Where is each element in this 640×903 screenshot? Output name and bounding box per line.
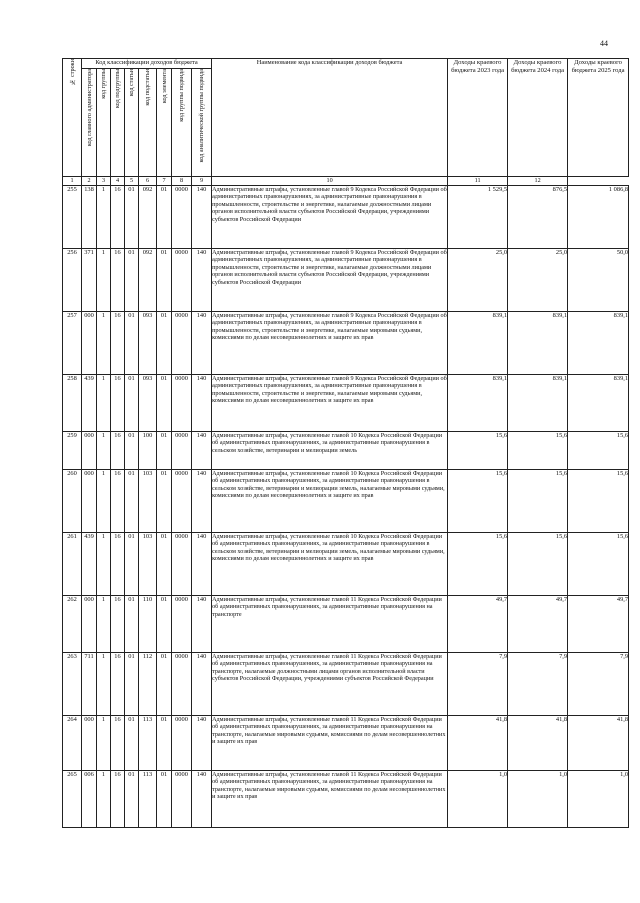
table-row: [63, 375, 629, 432]
table-row: [63, 432, 629, 470]
subtype-code: 0000: [172, 312, 192, 375]
subarticle-code: 093: [139, 375, 157, 432]
revenue-2024-value: 839,1: [508, 312, 568, 375]
group-code: 1: [97, 470, 111, 533]
element-code: 01: [157, 312, 172, 375]
revenue-2025-value: 1 086,8: [568, 186, 629, 249]
column-number: 1: [63, 177, 82, 186]
revenue-2025-value: 50,0: [568, 249, 629, 312]
group-code: 1: [97, 716, 111, 771]
code-subtype-header: код группы подвида: [172, 69, 192, 177]
revenue-name: Административные штрафы, установленные главой 10 Кодекса Российской Федерации об административных правонарушениях, за административные правонарушения в сельском хозяйстве, ветеринарии и мелиорации земель, налагаемые мировыми судьями, комиссиями по делам несовершеннолетних и защите их прав: [212, 470, 448, 533]
revenue-2025-value: 7,9: [568, 653, 629, 716]
revenue-name: Административные штрафы, установленные главой 10 Кодекса Российской Федерации об административных правонарушениях, за административные правонарушения в сельском хозяйстве, ветеринарии и мелиорации земель, налагаемые мировыми судьями, комиссиями по делам несовершеннолетних и защите их прав: [212, 533, 448, 596]
analytic-code: 140: [192, 716, 212, 771]
row-number: 260: [63, 470, 82, 533]
revenue-2025-value: 15,6: [568, 432, 629, 470]
revenue-name: Административные штрафы, установленные главой 11 Кодекса Российской Федерации об административных правонарушениях, за административные правонарушения на транспорте: [212, 596, 448, 653]
column-number: 7: [157, 177, 172, 186]
revenue-name: Административные штрафы, установленные главой 9 Кодекса Российской Федерации об административных правонарушениях, за административные правонарушения в промышленности, строительстве и энергетике, налагаемые мировыми судьями, комиссиями по делам несовершеннолетних и защите их прав: [212, 312, 448, 375]
subarticle-code: 093: [139, 312, 157, 375]
table-row: [63, 470, 629, 533]
group-code: 1: [97, 375, 111, 432]
group-code: 1: [97, 312, 111, 375]
revenue-name: Административные штрафы, установленные главой 11 Кодекса Российской Федерации об административных правонарушениях, за административные правонарушения на транспорте, налагаемые мировыми судьями, комиссиями по делам несовершеннолетних и защите их прав: [212, 771, 448, 828]
column-number: 8: [172, 177, 192, 186]
analytic-code: 140: [192, 375, 212, 432]
revenue-2024-value: 49,7: [508, 596, 568, 653]
analytic-code: 140: [192, 432, 212, 470]
revenue-2025-value: 41,8: [568, 716, 629, 771]
group-code: 1: [97, 186, 111, 249]
revenue-2024-value: 876,5: [508, 186, 568, 249]
revenue-2025-value: 49,7: [568, 596, 629, 653]
code-group-header: код группы: [97, 69, 111, 177]
code-article-header: код статьи: [125, 69, 139, 177]
element-code: 01: [157, 470, 172, 533]
analytic-code: 140: [192, 533, 212, 596]
column-number: 3: [97, 177, 111, 186]
column-numbers-row: [63, 177, 629, 186]
revenue-name: Административные штрафы, установленные главой 9 Кодекса Российской Федерации об административных правонарушениях, за административные правонарушения в промышленности, строительстве и энергетике, налагаемые мировыми судьями, комиссиями по делам несовершеннолетних и защите их прав: [212, 375, 448, 432]
admin-code: 439: [82, 375, 97, 432]
subarticle-code: 103: [139, 470, 157, 533]
revenue-2023-value: 1 529,5: [448, 186, 508, 249]
revenue-2024-value: 1,0: [508, 771, 568, 828]
revenue-2023-value: 839,1: [448, 375, 508, 432]
element-code: 01: [157, 716, 172, 771]
name-header: Наименование кода классификации доходов бюджета: [212, 59, 448, 177]
admin-code: 711: [82, 653, 97, 716]
revenue-2023-value: 25,0: [448, 249, 508, 312]
group-code: 1: [97, 249, 111, 312]
revenue-2025-value: 15,6: [568, 470, 629, 533]
subtype-code: 0000: [172, 771, 192, 828]
code-element-header: код элемента: [157, 69, 172, 177]
subarticle-code: 113: [139, 771, 157, 828]
table-row: [63, 312, 629, 375]
column-number: 2: [82, 177, 97, 186]
revenue-2024-value: 839,1: [508, 375, 568, 432]
revenue-2024-header: Доходы краевого бюджета 2024 года: [508, 59, 568, 177]
admin-code: 439: [82, 533, 97, 596]
revenue-name: Административные штрафы, установленные главой 9 Кодекса Российской Федерации об административных правонарушениях, за административные правонарушения в промышленности, строительстве и энергетике, налагаемые должностными лицами органов исполнительной власти субъектов Российской Федерации, учреждениями субъектов Российской Федерации: [212, 249, 448, 312]
subtype-code: 0000: [172, 432, 192, 470]
row-number: 264: [63, 716, 82, 771]
analytic-code: 140: [192, 312, 212, 375]
revenue-2023-header: Доходы краевого бюджета 2023 года: [448, 59, 508, 177]
table-row: [63, 533, 629, 596]
code-admin-header: код главного администратора: [82, 69, 97, 177]
subtype-code: 0000: [172, 186, 192, 249]
revenue-2023-value: 15,6: [448, 432, 508, 470]
table-row: [63, 653, 629, 716]
admin-code: 000: [82, 432, 97, 470]
row-number: 261: [63, 533, 82, 596]
table-row: [63, 186, 629, 249]
group-code: 1: [97, 432, 111, 470]
subgroup-code: 16: [111, 716, 125, 771]
analytic-code: 140: [192, 771, 212, 828]
subgroup-code: 16: [111, 533, 125, 596]
revenue-2023-value: 15,6: [448, 470, 508, 533]
admin-code: 000: [82, 596, 97, 653]
code-subgroup-header: код подгруппы: [111, 69, 125, 177]
table-row: [63, 771, 629, 828]
subtype-code: 0000: [172, 375, 192, 432]
element-code: 01: [157, 653, 172, 716]
admin-code: 000: [82, 716, 97, 771]
element-code: 01: [157, 596, 172, 653]
admin-code: 000: [82, 312, 97, 375]
subgroup-code: 16: [111, 312, 125, 375]
analytic-code: 140: [192, 596, 212, 653]
revenue-2024-value: 7,9: [508, 653, 568, 716]
analytic-code: 140: [192, 470, 212, 533]
row-number: 255: [63, 186, 82, 249]
page-number: 44: [600, 39, 608, 48]
row-number: 265: [63, 771, 82, 828]
article-code: 01: [125, 432, 139, 470]
article-code: 01: [125, 533, 139, 596]
subarticle-code: 112: [139, 653, 157, 716]
admin-code: 138: [82, 186, 97, 249]
element-code: 01: [157, 771, 172, 828]
revenue-2023-value: 7,9: [448, 653, 508, 716]
subarticle-code: 092: [139, 249, 157, 312]
subgroup-code: 16: [111, 596, 125, 653]
row-number: 262: [63, 596, 82, 653]
revenue-2024-value: 15,6: [508, 470, 568, 533]
revenue-2025-value: 15,6: [568, 533, 629, 596]
revenue-2024-value: 15,6: [508, 432, 568, 470]
subarticle-code: 092: [139, 186, 157, 249]
analytic-code: 140: [192, 653, 212, 716]
article-code: 01: [125, 653, 139, 716]
analytic-code: 140: [192, 249, 212, 312]
article-code: 01: [125, 771, 139, 828]
column-number: 6: [139, 177, 157, 186]
table-row: [63, 716, 629, 771]
revenue-2025-header: Доходы краевого бюджета 2025 года: [568, 59, 629, 177]
revenue-2024-value: 41,8: [508, 716, 568, 771]
revenue-name: Административные штрафы, установленные главой 11 Кодекса Российской Федерации об административных правонарушениях, за административные правонарушения на транспорте, налагаемые должностными лицами органов исполнительной власти субъектов Российской Федерации, учреждениями субъектов Российской Федерации: [212, 653, 448, 716]
subarticle-code: 103: [139, 533, 157, 596]
subtype-code: 0000: [172, 470, 192, 533]
article-code: 01: [125, 716, 139, 771]
article-code: 01: [125, 596, 139, 653]
subtype-code: 0000: [172, 533, 192, 596]
subgroup-code: 16: [111, 249, 125, 312]
code-subarticle-header: код подстатьи: [139, 69, 157, 177]
revenue-name: Административные штрафы, установленные главой 11 Кодекса Российской Федерации об административных правонарушениях, за административные правонарушения на транспорте, налагаемые мировыми судьями, комиссиями по делам несовершеннолетних и защите их прав: [212, 716, 448, 771]
subarticle-code: 110: [139, 596, 157, 653]
revenue-2024-value: 25,0: [508, 249, 568, 312]
revenue-2025-value: 839,1: [568, 312, 629, 375]
row-number: 259: [63, 432, 82, 470]
column-number: 4: [111, 177, 125, 186]
element-code: 01: [157, 375, 172, 432]
subtype-code: 0000: [172, 596, 192, 653]
classification-group-header: Код классификации доходов бюджета: [82, 59, 212, 69]
admin-code: 371: [82, 249, 97, 312]
element-code: 01: [157, 432, 172, 470]
code-analytic-header: код аналитической группы подвида: [192, 69, 212, 177]
row-number: 256: [63, 249, 82, 312]
revenue-2025-value: 839,1: [568, 375, 629, 432]
article-code: 01: [125, 249, 139, 312]
row-number: 263: [63, 653, 82, 716]
subtype-code: 0000: [172, 249, 192, 312]
revenue-name: Административные штрафы, установленные главой 9 Кодекса Российской Федерации об административных правонарушениях, за административные правонарушения в промышленности, строительстве и энергетике, налагаемые должностными лицами органов исполнительной власти субъектов Российской Федерации, учреждениями субъектов Российской Федерации: [212, 186, 448, 249]
row-number-header: № строки: [63, 59, 82, 177]
revenue-2023-value: 41,8: [448, 716, 508, 771]
column-number: 10: [212, 177, 448, 186]
subarticle-code: 113: [139, 716, 157, 771]
analytic-code: 140: [192, 186, 212, 249]
group-code: 1: [97, 653, 111, 716]
revenue-2023-value: 15,6: [448, 533, 508, 596]
revenue-2025-value: 1,0: [568, 771, 629, 828]
element-code: 01: [157, 533, 172, 596]
column-number: 5: [125, 177, 139, 186]
table-row: [63, 596, 629, 653]
article-code: 01: [125, 375, 139, 432]
revenue-name: Административные штрафы, установленные главой 10 Кодекса Российской Федерации об административных правонарушениях, за административные правонарушения в сельском хозяйстве, ветеринарии и мелиорации земель: [212, 432, 448, 470]
row-number: 257: [63, 312, 82, 375]
revenue-2024-value: 15,6: [508, 533, 568, 596]
subgroup-code: 16: [111, 771, 125, 828]
group-code: 1: [97, 533, 111, 596]
article-code: 01: [125, 470, 139, 533]
budget-revenue-table: [62, 58, 629, 828]
subgroup-code: 16: [111, 375, 125, 432]
article-code: 01: [125, 186, 139, 249]
admin-code: 000: [82, 470, 97, 533]
article-code: 01: [125, 312, 139, 375]
subgroup-code: 16: [111, 186, 125, 249]
revenue-2023-value: 1,0: [448, 771, 508, 828]
subgroup-code: 16: [111, 432, 125, 470]
column-number: 12: [508, 177, 568, 186]
element-code: 01: [157, 186, 172, 249]
revenue-2023-value: 839,1: [448, 312, 508, 375]
subtype-code: 0000: [172, 653, 192, 716]
column-number: 9: [192, 177, 212, 186]
group-code: 1: [97, 771, 111, 828]
group-code: 1: [97, 596, 111, 653]
subgroup-code: 16: [111, 470, 125, 533]
subgroup-code: 16: [111, 653, 125, 716]
revenue-2023-value: 49,7: [448, 596, 508, 653]
column-number: 11: [448, 177, 508, 186]
subarticle-code: 100: [139, 432, 157, 470]
subtype-code: 0000: [172, 716, 192, 771]
admin-code: 006: [82, 771, 97, 828]
row-number: 258: [63, 375, 82, 432]
table-row: [63, 249, 629, 312]
element-code: 01: [157, 249, 172, 312]
